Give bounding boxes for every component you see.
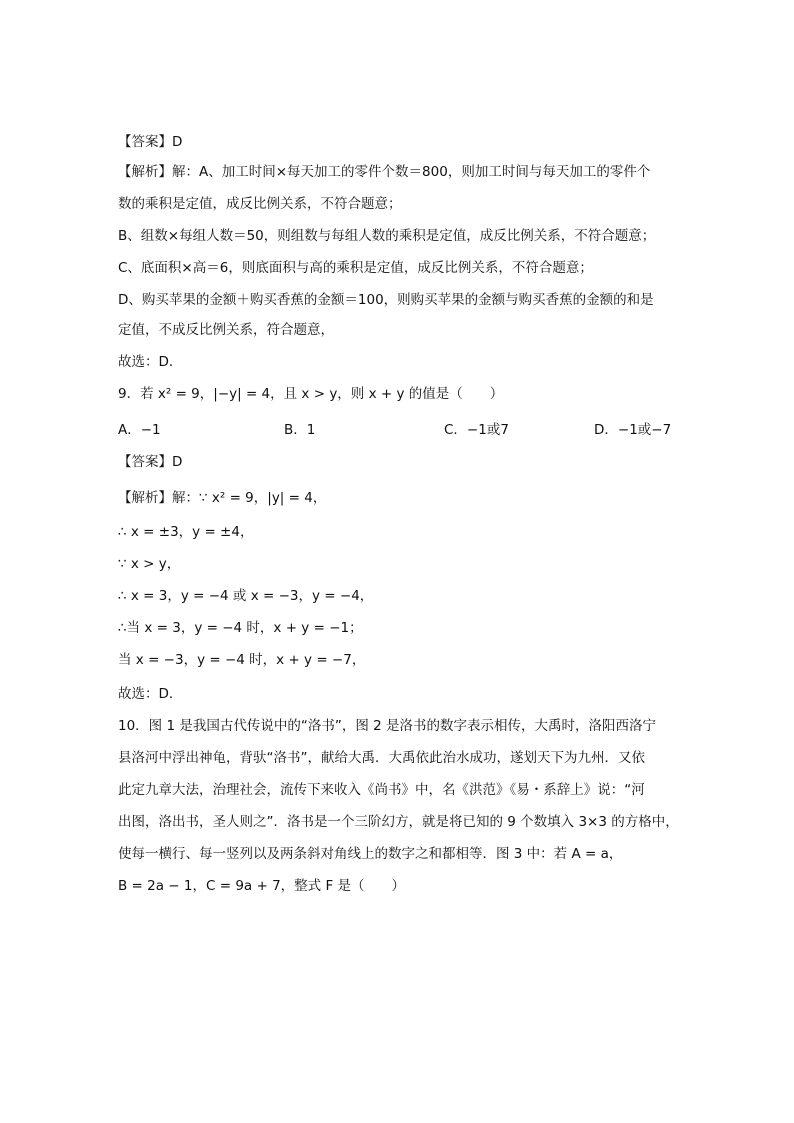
- explanation-line: 故选：D．: [118, 354, 183, 370]
- question-10-line: 使每一横行、每一竖列以及两条斜对角线上的数字之和都相等．图 3 中：若 A = a，: [118, 846, 623, 862]
- question-10-line: 出图，洛出书，圣人则之”．洛书是一个三阶幻方，就是将已知的 9 个数填入 3×3 的方格中，: [118, 814, 679, 830]
- explanation-line: 数的乘积是定值，成反比例关系，不符合题意；: [118, 196, 402, 212]
- explanation-line: 故选：D．: [118, 686, 183, 702]
- explanation-line: ∴ x = ±3，y = ±4，: [118, 524, 254, 540]
- q9-option-c: C．−1或7: [444, 422, 509, 438]
- explanation-line: ∴当 x = 3，y = −4 时，x + y = −1；: [118, 620, 363, 636]
- q9-option-b: B．1: [284, 422, 316, 438]
- q9-option-d: D．−1或−7: [594, 422, 672, 438]
- question-10-line: 10．图 1 是我国古代传说中的“洛书”，图 2 是洛书的数字表示相传，大禹时，洛阳西洛宁: [118, 718, 657, 734]
- explanation-line: 【解析】解：A、加工时间×每天加工的零件个数＝800，则加工时间与每天加工的零件个: [118, 164, 651, 180]
- explanation-line: 当 x = −3，y = −4 时，x + y = −7，: [118, 652, 366, 668]
- question-10-line: 县洛河中浮出神龟，背驮“洛书”，献给大禹．大禹依此治水成功，遂划天下为九州．又依: [118, 750, 645, 766]
- explanation-line: C、底面积×高＝6，则底面积与高的乘积是定值，成反比例关系，不符合题意；: [118, 260, 593, 276]
- answer-line: 【答案】D: [118, 134, 183, 150]
- explanation-line: 【解析】解：∵ x² = 9，|y| = 4，: [118, 490, 327, 506]
- question-10-line: 此定九章大法，治理社会，流传下来收入《尚书》中，名《洪范》《易・系辞上》说：“河: [118, 782, 645, 798]
- answer-line: 【答案】D: [118, 454, 183, 470]
- explanation-line: ∴ x = 3，y = −4 或 x = −3，y = −4，: [118, 588, 374, 604]
- explanation-line: 定值，不成反比例关系，符合题意，: [118, 322, 334, 338]
- question-10-line: B = 2a − 1，C = 9a + 7，整式 F 是（ ）: [118, 878, 406, 894]
- explanation-line: B、组数×每组人数＝50，则组数与每组人数的乘积是定值，成反比例关系，不符合题意；: [118, 228, 656, 244]
- explanation-line: D、购买苹果的金额＋购买香蕉的金额＝100，则购买苹果的金额与购买香蕉的金额的和是: [118, 292, 654, 308]
- q9-option-a: A．−1: [118, 422, 161, 438]
- explanation-line: ∵ x > y，: [118, 556, 181, 572]
- question-9: 9．若 x² = 9，|−y| = 4，且 x > y，则 x + y 的值是（ ）: [118, 386, 504, 402]
